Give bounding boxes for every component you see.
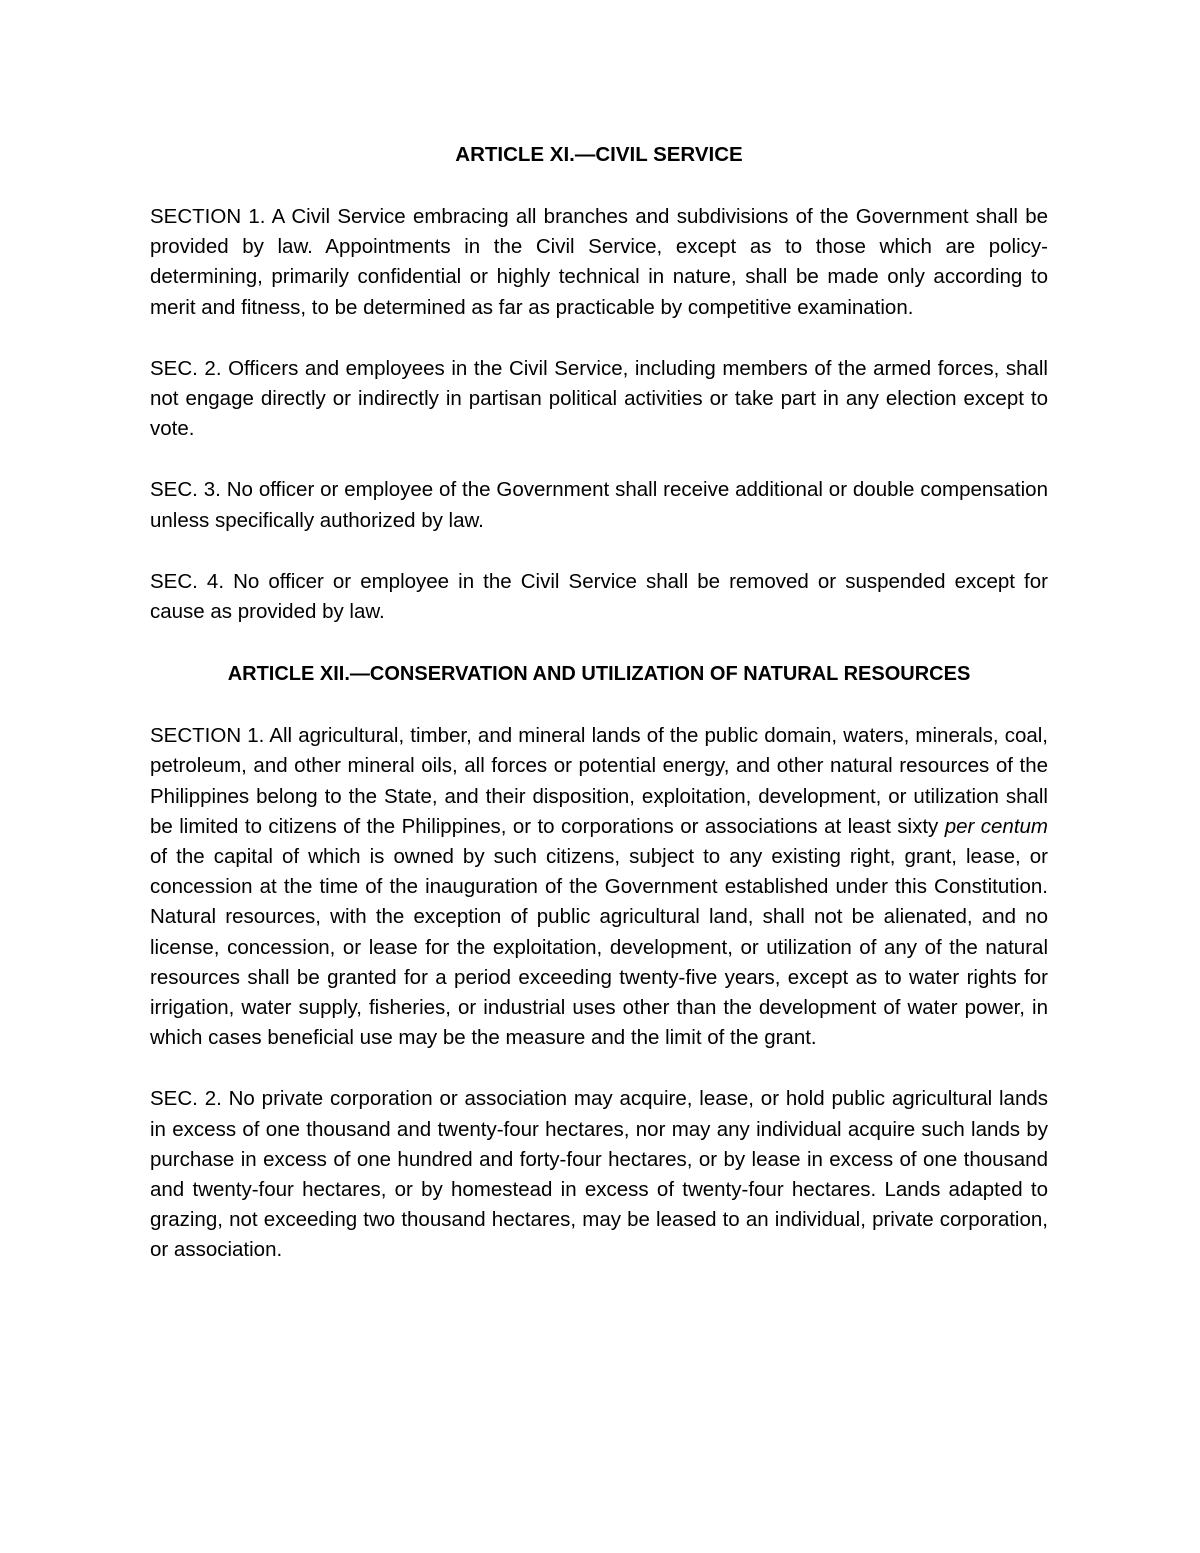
article-xii-section-1-italic: per centum	[944, 814, 1048, 838]
article-xii-section-1-text-a: SECTION 1. All agricultural, timber, and mineral lands of the public domain, waters, minerals, coal, petroleum, and other mineral oils, all forces or potential energy, and other natural resources of the Philippines belong to the State, and their disposition, exploitation, development, or utilization shall be limited to citizens of the Philippines, or to corporations or associations at least sixty	[150, 724, 1048, 838]
article-xii-section-1	[150, 721, 1048, 1053]
document-page	[150, 140, 1048, 1266]
article-xi-heading: ARTICLE XI.—CIVIL SERVICE	[455, 143, 743, 166]
article-xii-section-1-text-b: of the capital of which is owned by such citizens, subject to any existing right, grant, lease, or concession at the time of the inauguration of the Government established under this Constitution. Natural resources, with the exception of public agricultural land, shall not be alienated, and no license, concession, or lease for the exploitation, development, or utilization of any of the natural resources shall be granted for a period exceeding twenty-five years, except as to water rights for irrigation, water supply, fisheries, or industrial uses other than the development of water power, in which cases beneficial use may be the measure and the limit of the grant.	[150, 845, 1048, 1050]
article-xii-section-2: SEC. 2. No private corporation or association may acquire, lease, or hold public agricultural lands in excess of one thousand and twenty-four hectares, nor may any individual acquire such lands by purchase in excess of one hundred and forty-four hectares, or by lease in excess of one thousand and twenty-four hectares, or by homestead in excess of twenty-four hectares. Lands adapted to grazing, not exceeding two thousand hectares, may be leased to an individual, private corporation, or association.	[150, 1087, 1048, 1262]
article-xii-heading: ARTICLE XII.—CONSERVATION AND UTILIZATION OF NATURAL RESOURCES	[227, 663, 971, 686]
article-xi-section-3: SEC. 3. No officer or employee of the Government shall receive additional or double compensation unless specifically authorized by law.	[150, 478, 1048, 532]
article-xi-section-1: SECTION 1. A Civil Service embracing all branches and subdivisions of the Government shall be provided by law. Appointments in the Civil Service, except as to those which are policy-determining, primarily confidential or highly technical in nature, shall be made only according to merit and fitness, to be determined as far as practicable by competitive examination.	[150, 205, 1048, 319]
article-xi-section-4: SEC. 4. No officer or employee in the Civil Service shall be removed or suspended except for cause as provided by law.	[150, 569, 1048, 624]
article-xi-section-2: SEC. 2. Officers and employees in the Civil Service, including members of the armed forces, shall not engage directly or indirectly in partisan political activities or take part in any election except to vote.	[150, 356, 1048, 441]
